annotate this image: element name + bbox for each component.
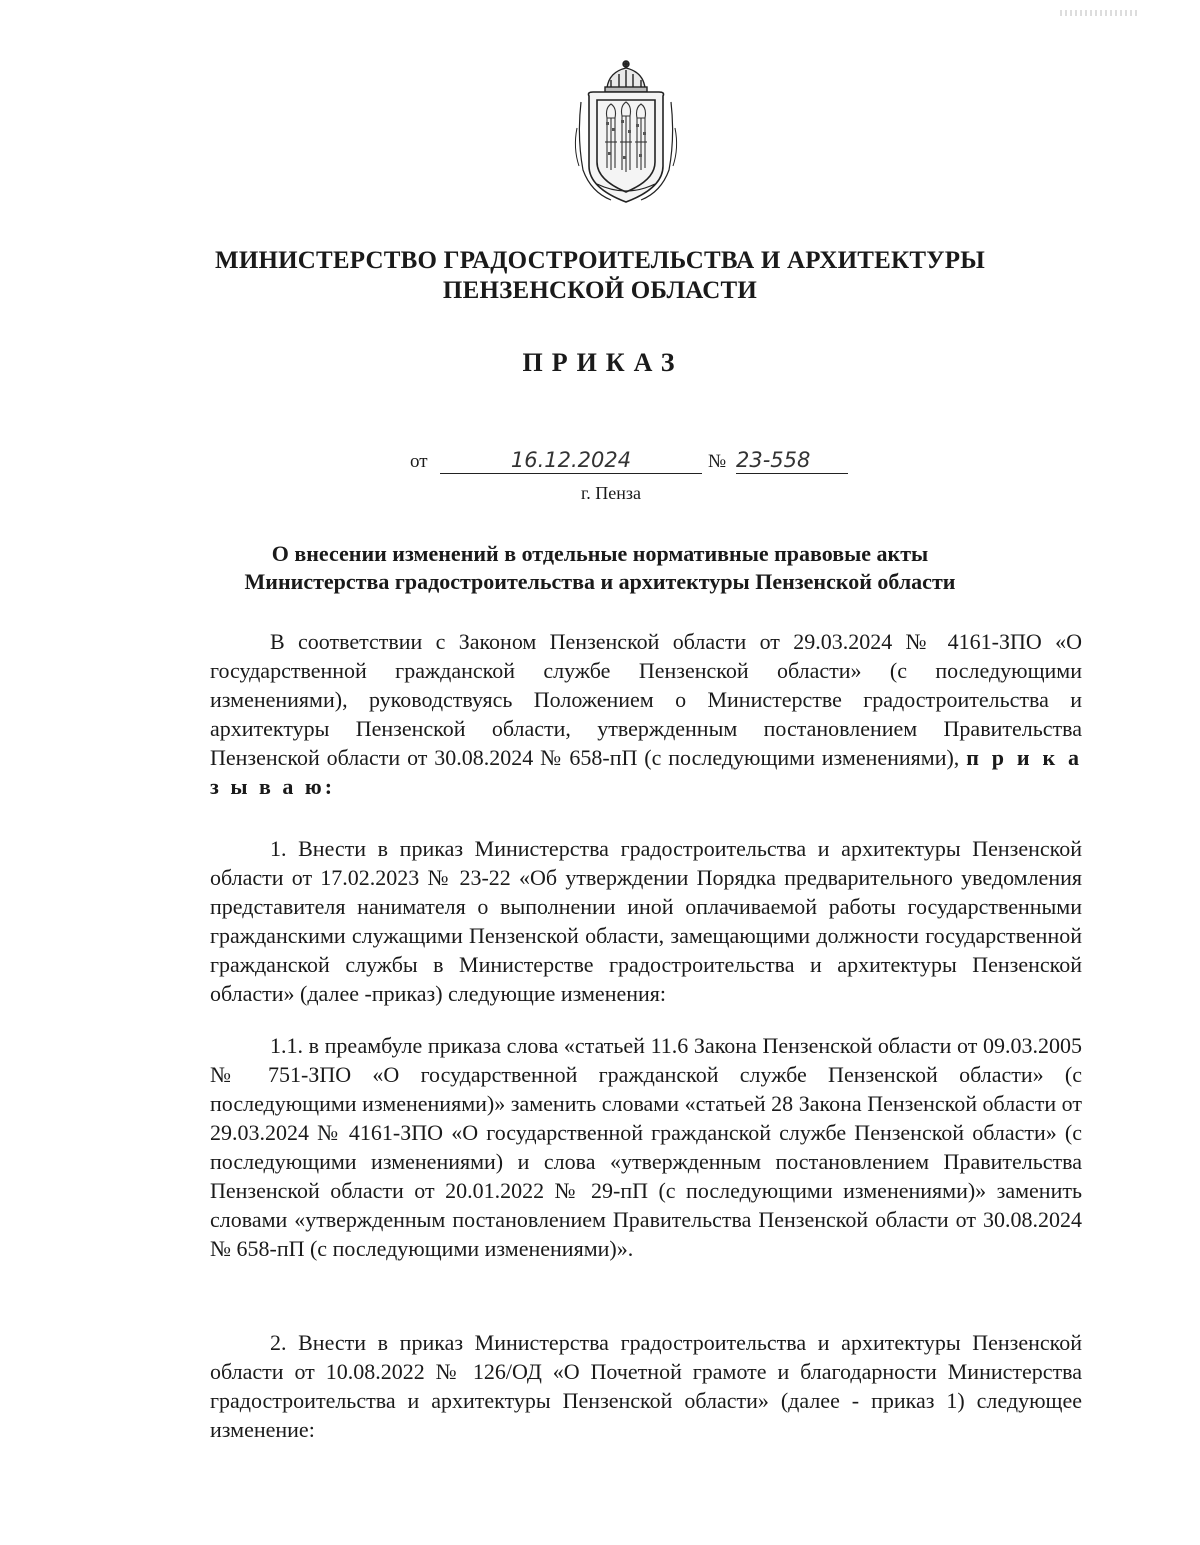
number-label: № [708, 451, 727, 472]
item-1-1-text: 1.1. в преамбуле приказа слова «статьей 11.6 Закона Пензенской области от 09.03.2005 № 751-ЗПО «О государственной гражданской службе Пензенской области» (с последующими изменениями)» заменить словами «статьей 28 Закона Пензенской области от 29.03.2024 № 4161-ЗПО «О государственной гражданской службе Пензенской области» (с последующими изменениями) и слова «утвержденным постановлением Правительства Пензенской области от 20.01.2022 № 29-пП (с последующими изменениями)» заменить словами «утвержденным постановлением Правительства Пензенской области от 30.08.2024 № 658-пП (с последующими изменениями)». [210, 1033, 1082, 1261]
city-label: г. Пенза [580, 483, 642, 503]
preamble-paragraph [210, 627, 1082, 801]
ministry-name-line1: МИНИСТЕРСТВО ГРАДОСТРОИТЕЛЬСТВА И АРХИТЕКТУРЫ [215, 247, 985, 274]
preamble-text: В соответствии с Законом Пензенской области от 29.03.2024 № 4161-ЗПО «О государственной гражданской службе Пензенской области» (с последующими изменениями), руководствуясь Положением о Министерстве градостроительства и архитектуры Пензенской области, утвержденным постановлением Правительства Пензенской области от 30.08.2024 № 658-пП (с последующими изменениями), [210, 629, 1082, 770]
scan-artifact [1060, 10, 1140, 16]
item-1-1-paragraph [210, 1031, 1082, 1263]
ministry-name-line2: ПЕНЗЕНСКОЙ ОБЛАСТИ [442, 277, 758, 304]
order-date-handwritten: 16.12.2024 [440, 447, 702, 474]
item-1-text: 1. Внести в приказ Министерства градостроительства и архитектуры Пензенской области от 17.02.2023 № 23-22 «Об утверждении Порядка предварительного уведомления представителя нанимателя о выполнении иной оплачиваемой работы государственными гражданскими служащими Пензенской области, замещающими должности государственной гражданской службы в Министерстве градостроительства и архитектуры Пензенской области» (далее -приказ) следующие изменения: [210, 836, 1082, 1006]
coat-of-arms-emblem [567, 58, 685, 206]
item-2-paragraph [210, 1328, 1082, 1444]
order-number-handwritten: 23-558 [736, 447, 848, 474]
document-type-title: ПРИКАЗ [522, 348, 684, 377]
order-subject [150, 540, 1050, 596]
ministry-name [0, 246, 1200, 306]
item-1-paragraph [210, 834, 1082, 1008]
order-word: п р и к а з ы в а ю: [210, 745, 1083, 799]
item-2-text: 2. Внести в приказ Министерства градостроительства и архитектуры Пензенской области от 10.08.2022 № 126/ОД «О Почетной грамоте и благодарности Министерства градостроительства и архитектуры Пензенской области» (далее - приказ 1) следующее изменение: [210, 1330, 1082, 1442]
subject-line1: О внесении изменений в отдельные нормативные правовые акты [271, 541, 929, 566]
date-label: от [410, 451, 428, 472]
date-number-line [410, 447, 850, 477]
subject-line2: Министерства градостроительства и архитектуры Пензенской области [244, 569, 956, 594]
